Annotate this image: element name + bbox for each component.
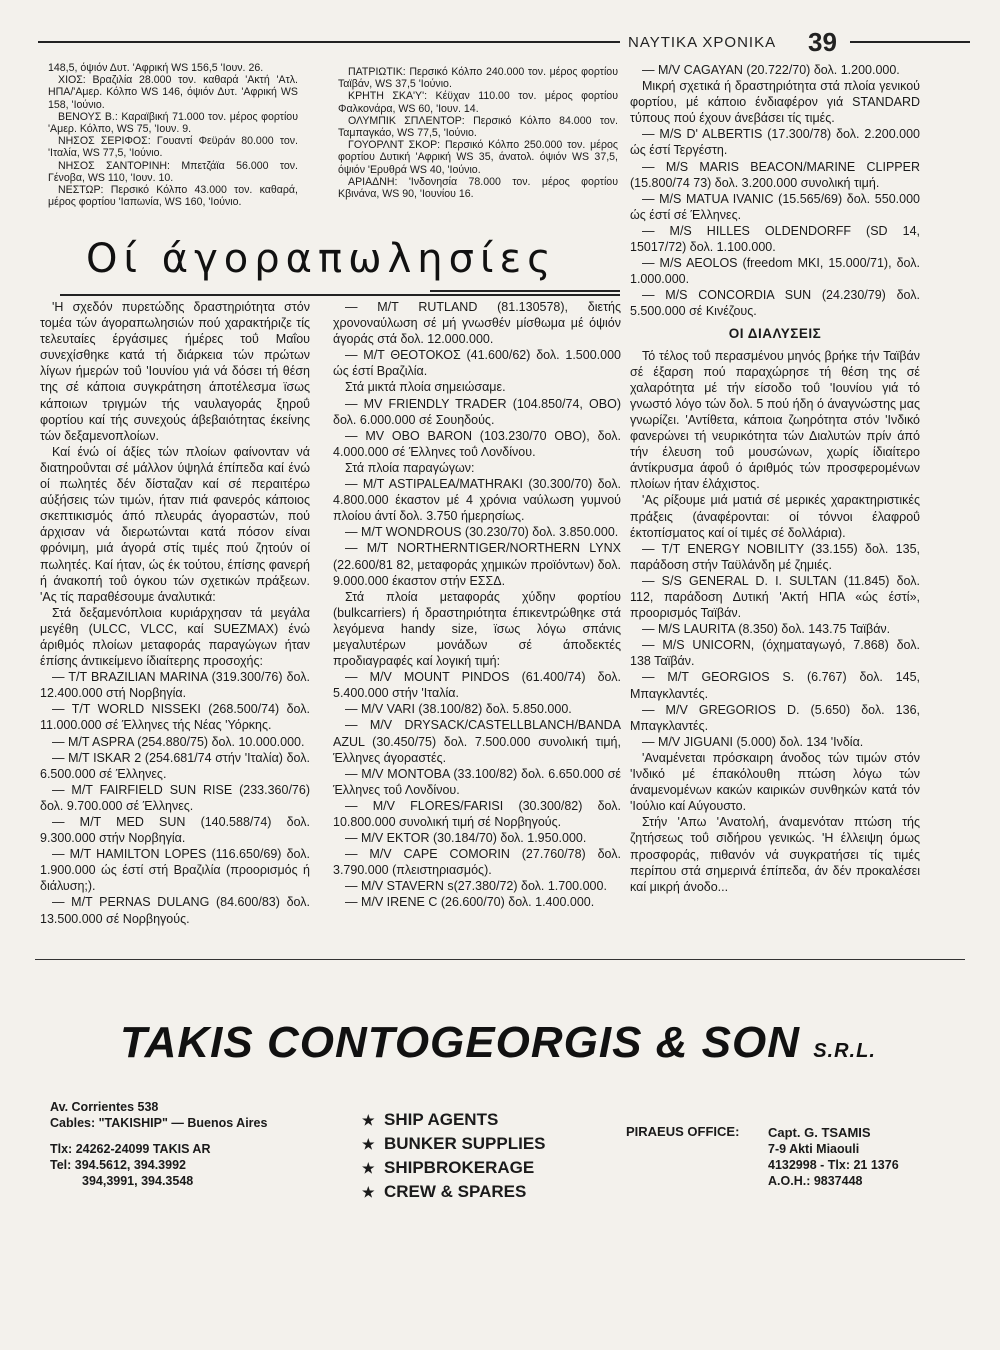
service-item: ★ SHIPBROKERAGE — [362, 1156, 546, 1180]
sale-entry: — M/T ASTIPALEA/MATHRAKI (30.300/70) δολ. 4.800.000 έκαστον μέ 4 χρόνια ναύλωση γυμνού πλοίου άντί δολ. 3.750 ήμερησίως. — [333, 477, 621, 524]
header-rule-right — [850, 41, 970, 43]
heading-underline-accent — [430, 290, 620, 292]
contact-aoh: A.O.H.: 9837448 — [768, 1174, 863, 1188]
list-item: ΠΑΤΡΙΩΤΙΚ: Περσικό Κόλπο 240.000 τον. μέρος φορτίου Ταϊβάν, WS 37,5 'Ιούνιο. — [338, 66, 618, 91]
list-item: ΝΗΣΟΣ ΣΕΡΙΦΟΣ: Γουαντί Φεϋράν 80.000 τον. 'Ιταλία, WS 77,5, 'Ιούνιο. — [48, 135, 298, 160]
sale-entry: — M/S D' ALBERTIS (17.300/78) δολ. 2.200.000 ώς έστί Τεργέστη. — [630, 127, 920, 158]
contact-address: 7-9 Akti Miaouli — [768, 1142, 860, 1156]
list-item: ΒΕΝΟΥΣ Β.: Καραϊβική 71.000 τον. μέρος φορτίου 'Αμερ. Κόλπο, WS 75, 'Ιουν. 9. — [48, 110, 298, 136]
scrap-entry: — M/S LAURITA (8.350) δολ. 143.75 Ταϊβάν. — [642, 622, 891, 637]
sale-entry: — T/T BRAZILIAN MARINA (319.300/76) δολ. 12.400.000 στή Νορβηγία. — [40, 670, 310, 701]
paragraph: 'Η σχεδόν πυρετώδης δραστηριότητα στόν τομέα τών άγοραπωλησιών πού χαρακτήριζε τίς τελευταίες έργάσιμες ήμέρες τοΰ Μαΐου συνεχίσθηκε κατά τή διάρκεια τών πρώτων λίγων ήμερών τοΰ 'Ιουνίου γιά νά δόσει τή θέση της σέ κάποια συγκράτηση άποτέλεσμα ϊσως κάποιων τριγμών τής ναυλαγοράς ξηροΰ φορτίου καί τής συνεχούς άβεβαιότητας έκείνης τών δεξαμενοπλοίων. — [40, 300, 310, 443]
sale-entry: — MV OBO BARON (103.230/70 OBO), δολ. 4.000.000 σέ Έλληνες τοΰ Λονδίνου. — [333, 428, 621, 459]
charter-list-right — [338, 66, 618, 200]
list-item: ΚΡΗΤΗ ΣΚΑ'Υ': Κέϋχαν 110.00 τον. μέρος φορτίου Φαλκονάρα, WS 60, 'Ιουν. 14. — [338, 90, 618, 115]
sale-entry: — T/T WORLD NISSEKI (268.500/74) δολ. 11.000.000 σέ Έλληνες τής Νέας 'Υόρκης. — [40, 702, 310, 733]
page-number: 39 — [808, 27, 837, 57]
service-item: ★ SHIP AGENTS — [362, 1108, 546, 1132]
service-item: ★ CREW & SPARES — [362, 1180, 546, 1204]
scrap-entry: — M/S UNICORN, (όχηματαγωγό, 7.868) δολ. 138 Ταϊβάν. — [630, 638, 920, 669]
section-title: Οί άγοραπωλησίες — [86, 236, 557, 282]
list-item: ΑΡΙΑΔΝΗ: 'Ινδονησία 78.000 τον. μέρος φορτίου Κβινάνα, WS 90, 'Ιουνίου 16. — [338, 175, 618, 201]
advert-address — [50, 1099, 267, 1189]
sale-entry: — M/S AEOLOS (freedom MKI, 15.000/71), δολ. 1.000.000. — [630, 256, 920, 287]
paragraph: Στά πλοία παραγώγων: — [345, 460, 475, 475]
sale-entry: — M/T MED SUN (140.588/74) δολ. 9.300.000 στήν Νορβηγία. — [40, 815, 310, 846]
star-icon: ★ — [362, 1160, 375, 1176]
star-icon: ★ — [362, 1136, 375, 1152]
paragraph: Στά δεξαμενόπλοια κυριάρχησαν τά μεγάλα μεγέθη (ULCC, VLCC, καί SUEZMAX) ένώ άριθμός πλοίων μεταφοράς παραγώγων ήταν έπίσης άντικείμενο ίδιαίτερης προσοχής: — [40, 605, 310, 669]
list-item: ΟΛΥΜΠΙΚ ΣΠΛΕΝΤΟΡ: Περσικό Κόλπο 84.000 τον. Ταμπαγκάο, WS 77,5, 'Ιούνιο. — [338, 114, 618, 140]
paragraph: Καί ένώ οί άξίες τών πλοίων φαίνονταν νά διατηροΰνται σέ μάλλον ύψηλά έπίπεδα καί ένώ οί πωλητές δέν δίσταζαν καί σέ περαιτέρω αύξήσεις τών τιμών, ήταν πιά φανερός κάποιος σκεπτικισμός άπό πλευράς άγοραστών, πού άρχισαν νά διερωτώνται κατά πόσον είναι φρόνιμη, μιά άγορά στίς τιμές πού ζητούν οί πωλητές. Καί ήταν, ώς έκ τούτου, έπίσης φανερή ή άνακοπή τοΰ όγκου τών σχετικών πράξεων. 'Ας τίς παραθέσουμε άναλυτικά: — [40, 444, 310, 604]
advert-suffix: S.R.L. — [813, 1040, 876, 1062]
sale-entry: — M/T HAMILTON LOPES (116.650/69) δολ. 1.900.000 ώς έστί στή Βραζιλία (προορισμός ή διάλυση;). — [40, 847, 310, 894]
sale-entry: — M/S HILLES OLDENDORFF (SD 14, 15017/72) δολ. 1.100.000. — [630, 223, 920, 255]
tel-line: Tel: 394.5612, 394.3992 — [50, 1158, 186, 1172]
section-heading — [60, 236, 620, 298]
scrap-entry: — M/V GREGORIOS D. (5.650) δολ. 136, Μπαγκλαντές. — [630, 702, 920, 733]
sale-entry: — M/V MOUNT PINDOS (61.400/74) δολ. 5.400.000 στήν 'Ιταλία. — [333, 670, 621, 701]
sale-entry: — M/S MARIS BEACON/MARINE CLIPPER (15.800/74 73) δολ. 3.200.000 συνολική τιμή. — [630, 159, 920, 190]
sale-entry: — M/V STAVERN s(27.380/72) δολ. 1.700.000. — [345, 879, 607, 894]
sale-entry: — M/V FLORES/FARISI (30.300/82) δολ. 10.800.000 συνολική τιμή σέ Νορβηγούς. — [333, 798, 621, 829]
paragraph: Στά μικτά πλοία σημειώσαμε. — [345, 380, 506, 395]
address-line: Av. Corrientes 538 — [50, 1100, 159, 1114]
sale-entry: — M/V CAGAYAN (20.722/70) δολ. 1.200.000. — [642, 63, 900, 77]
list-item: ΓΟΥΟΡΛΝΤ ΣΚΟΡ: Περσικό Κόλπο 250.000 τον. μέρος φορτίου Δυτική 'Αφρική WS 35, άνατολ. όψιόν WS 37,5, όψιόν 'Ερυθρά WS 40, 'Ιούνιο. — [338, 139, 618, 176]
sale-entry: — M/V IRENE C (26.600/70) δολ. 1.400.000. — [345, 895, 595, 910]
sale-entry: — M/V CAPE COMORIN (27.760/78) δολ. 3.790.000 (πλειστηριασμός). — [333, 847, 621, 878]
sale-entry: — M/T RUTLAND (81.130578), διετής χρονοναύλωση σέ μή γνωσθέν μίσθωμα μέ όψιόν άγοράς στά δολ. 12.000.000. — [333, 300, 621, 347]
sale-entry: — M/V VARI (38.100/82) δολ. 5.850.000. — [345, 702, 572, 717]
sale-entry: — MV FRIENDLY TRADER (104.850/74, OBO) δολ. 6.000.000 σέ Σουηδούς. — [333, 396, 621, 427]
telex-line: Tlx: 24262-24099 TAKIS AR — [50, 1142, 211, 1156]
list-item: ΝΕΣΤΩΡ: Περσικό Κόλπο 43.000 τον. καθαρά, μέρος φορτίου 'Ιαπωνία, WS 160, 'Ιούνιο. — [48, 184, 298, 209]
article-column-1 — [40, 299, 310, 927]
sale-entry: — M/T ΘΕΟΤΟΚΟΣ (41.600/62) δολ. 1.500.000 ώς έστί Βραζιλία. — [333, 348, 621, 379]
contact-phone: 4132998 - Tlx: 21 1376 — [768, 1158, 899, 1172]
paragraph: 'Αναμένεται πρόσκαιρη άνοδος τών τιμών στόν 'Ινδικό μέ έπακόλουθη πτώση λόγω τών άναμενομένων κακών καιρικών συνθηκών κατά τόν 'Ιούλιο καί Αύγουστο. — [630, 750, 920, 814]
charter-list-left — [48, 62, 298, 208]
paragraph: Στήν 'Απω 'Ανατολή, άναμενόταν πτώση τής ζητήσεως τοΰ σιδήρου γενικώς. 'Η έλλειψη όμως προσφοράς, πιθανόν νά συγκρατήσει τίς τιμές περίπου στά σημερινά έπίπεδα, άν δέν προκαλέσει καί μικρή άνοδο... — [630, 815, 920, 894]
scrap-entry: — M/T GEORGIOS S. (6.767) δολ. 145, Μπαγκλαντές. — [630, 670, 920, 701]
sale-entry: — M/V DRYSACK/CASTELLBLANCH/BANDA AZUL (30.450/75) δολ. 7.500.000 συνολική τιμή, Έλληνες άγοραστές. — [333, 718, 621, 765]
sale-entry: — M/T ASPRA (254.880/75) δολ. 10.000.000. — [52, 734, 305, 749]
sale-entry: — M/T ISKAR 2 (254.681/74 στήν 'Ιταλία) δολ. 6.500.000 σέ Έλληνες. — [40, 750, 310, 781]
heading-underline — [60, 294, 620, 296]
sale-entry: — M/V MONTOBA (33.100/82) δολ. 6.650.000 σέ Έλληνες τοΰ Λονδίνου. — [333, 766, 621, 797]
sale-entry: — M/S MATUA IVANIC (15.565/69) δολ. 550.000 ώς έστί σέ Έλληνες. — [630, 191, 920, 222]
cables-line: Cables: "TAKISHIP" — Buenos Aires — [50, 1116, 268, 1130]
paragraph: Μικρή σχετικά ή δραστηριότητα στά πλοία γενικού φορτίου, μέ κάποιο ένδιαφέρον γιά STANDARD τύπους πού έχουν άνεβάσει τίς τιμές. — [630, 79, 920, 126]
office-contact — [768, 1125, 899, 1189]
list-item: ΧΙΟΣ: Βραζιλία 28.000 τον. καθαρά 'Ακτή 'Ατλ. ΗΠΑ/'Αμερ. Κόλπο WS 146, όψιόν Δυτ. 'Αφρική WS 158, 'Ιούνιο. — [48, 74, 298, 111]
header-rule-left — [38, 41, 620, 43]
scrap-entry: — M/V JIGUANI (5.000) δολ. 134 'Ινδία. — [642, 734, 864, 749]
paragraph: Τό τέλος τοΰ περασμένου μηνός βρήκε τήν Ταϊβάν σέ έξαρση πού παραχώρησε τή θέση της σέ χαλαρότητα μέ τήν είσοδο τοΰ 'Ιουνίου γιά τό γνωστό λόγο τών δολ. 5 πού ήδη ό άναγνώστης μας γνωρίζει. 'Αντίθετα, κάποια ζωηρότητα στόν 'Ινδικό φανερώνει τή νευρικότητα τών Διαλυτών πρίν άπό τήν έλευση τοΰ μουσώνων, χωρίς ίδιαίτερο άντίκρυσμα άφοΰ ό άριθμός τών προσφερομένων πλοίων ήταν έλάχιστος. — [630, 348, 920, 492]
sale-entry: — M/V EKTOR (30.184/70) δολ. 1.950.000. — [345, 831, 587, 846]
star-icon: ★ — [362, 1184, 375, 1200]
office-label: PIRAEUS OFFICE: — [626, 1124, 740, 1139]
list-item: ΝΗΣΟΣ ΣΑΝΤΟΡΙΝΗ: Μπετζάϊα 56.000 τον. Γένοβα, WS 110, 'Ιουν. 10. — [48, 159, 298, 184]
advert-services — [362, 1108, 546, 1204]
scrap-entry: — S/S GENERAL D. I. SULTAN (11.845) δολ. 112, παράδοση Δυτική 'Ακτή ΗΠΑ «ώς έστί», προορισμός Ταϊβάν. — [630, 573, 920, 621]
advert-company: TAKIS CONTOGEORGIS & SON — [120, 1018, 800, 1067]
article-column-3 — [630, 62, 920, 895]
masthead: ΝΑΥΤΙΚΑ ΧΡΟΝΙΚΑ — [628, 34, 777, 51]
sale-entry: — M/T PERNAS DULANG (84.600/83) δολ. 13.500.000 σέ Νορβηγούς. — [40, 895, 310, 926]
sale-entry: — M/S CONCORDIA SUN (24.230/79) δολ. 5.500.000 σέ Κινέζους. — [630, 288, 920, 319]
sale-entry: — M/T WONDROUS (30.230/70) δολ. 3.850.000. — [345, 525, 619, 540]
advert-company-name — [120, 1018, 876, 1068]
paragraph: 'Ας ρίξουμε μιά ματιά σέ μερικές χαρακτηριστικές πράξεις (άναφέρονται: οί τόννοι έλαφροΰ έκτοπίσματος καί οί τιμές σέ δολλάρια). — [630, 493, 920, 540]
sale-entry: — M/T NORTHERNTIGER/NORTHERN LYNX (22.600/81 82, μεταφοράς χημικών προϊόντων) δολ. 9.000.000 έκαστον στήν ΕΣΣΔ. — [333, 541, 621, 588]
article-column-2 — [333, 299, 621, 911]
sale-entry: — M/T FAIRFIELD SUN RISE (233.360/76) δολ. 9.700.000 σέ Έλληνες. — [40, 782, 310, 813]
list-item: 148,5, όψιόν Δυτ. 'Αφρική WS 156,5 'Ιουν. 26. — [48, 62, 264, 74]
subheading: ΟΙ ΔΙΑΛΥΣΕΙΣ — [728, 325, 822, 341]
contact-name: Capt. G. TSAMIS — [768, 1125, 871, 1140]
paragraph: Στά πλοία μεταφοράς χύδην φορτίου (bulkcarriers) ή δραστηριότητα έπικεντρώθηκε στά λεγόμενα handy size, ϊσως λόγω σπάνις μεγαλυτέρων μονάδων σέ άποδεκτές προδιαγραφές καί λογική τιμή: — [333, 589, 621, 669]
service-item: ★ BUNKER SUPPLIES — [362, 1132, 546, 1156]
scrap-entry: — T/T ENERGY NOBILITY (33.155) δολ. 135, παράδοση στήν Ταϋλάνδη μέ ζημιές. — [630, 541, 920, 572]
star-icon: ★ — [362, 1112, 375, 1128]
tel-line: 394,3991, 394.3548 — [82, 1174, 194, 1188]
article-bottom-rule — [35, 959, 965, 960]
